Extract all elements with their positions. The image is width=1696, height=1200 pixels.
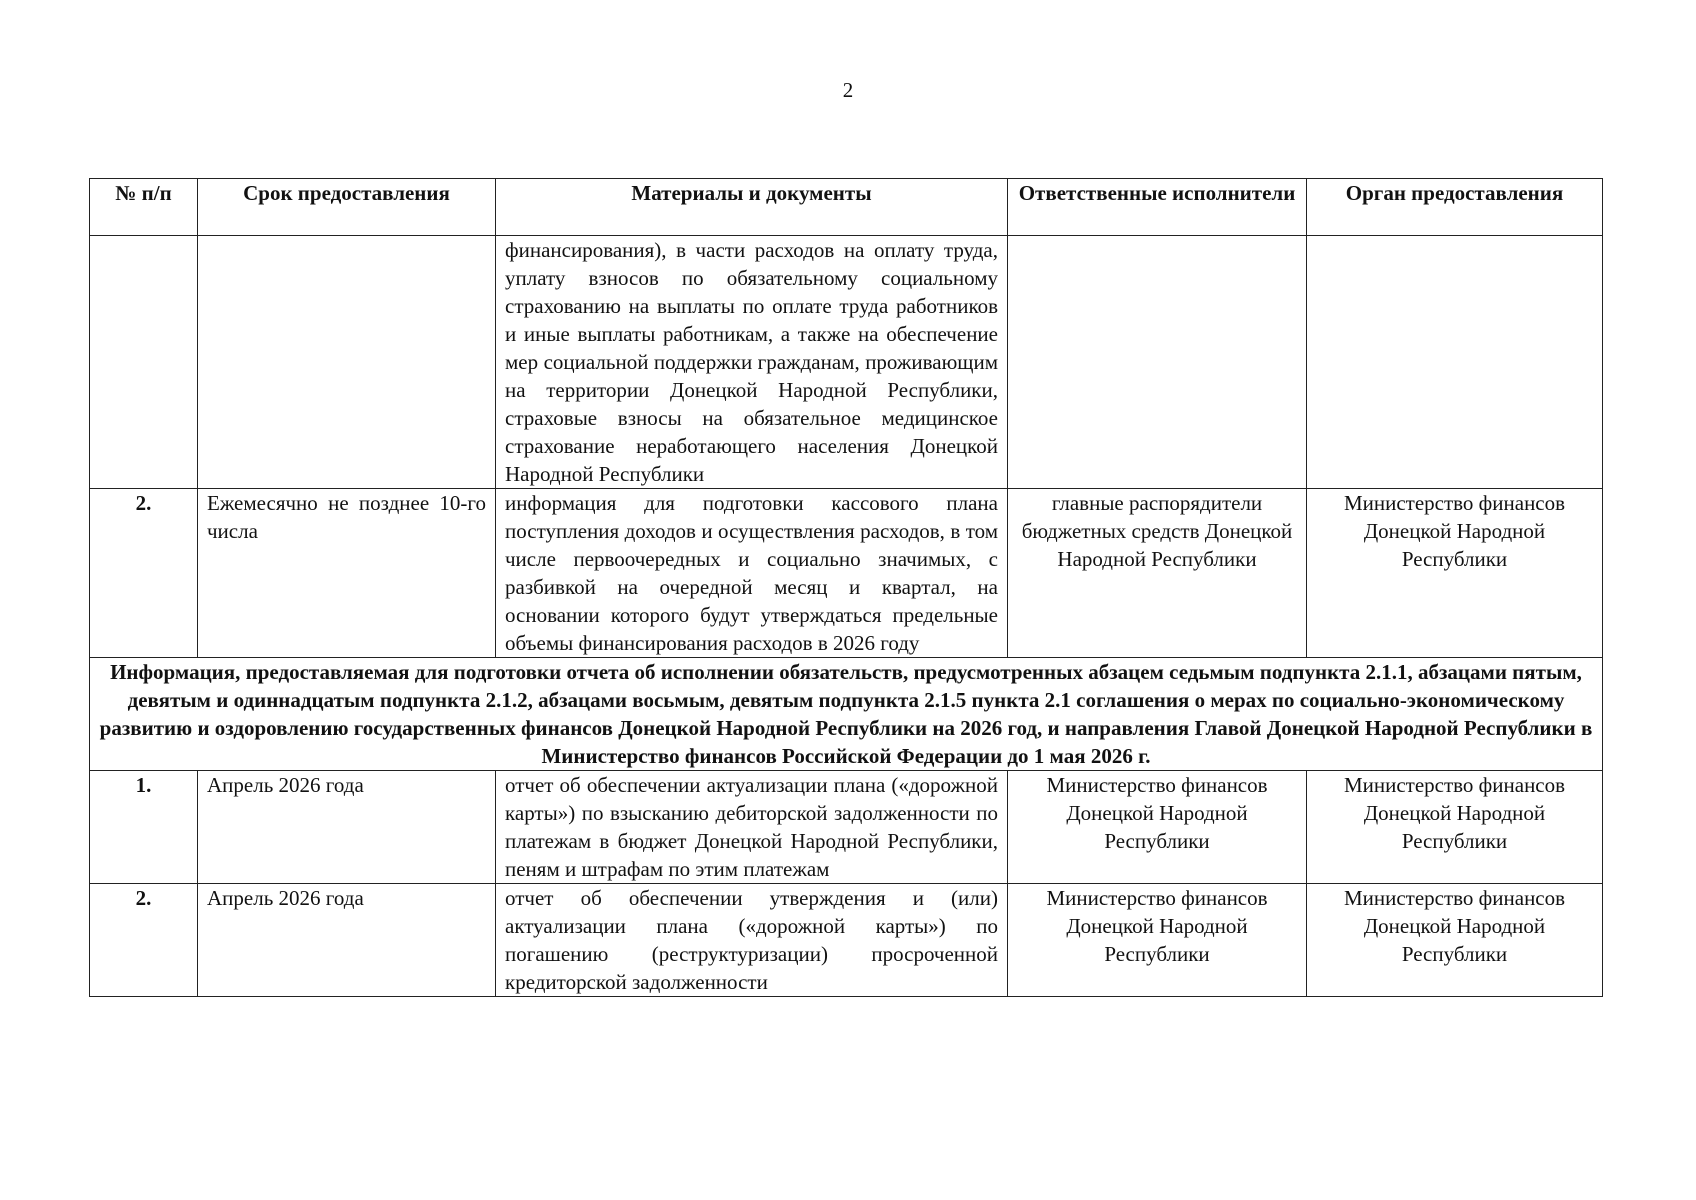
row-num [90, 236, 198, 489]
page-number: 2 [842, 78, 854, 102]
section-heading-row [90, 658, 1603, 771]
table-row [90, 489, 1603, 658]
header-num: № п/п [90, 179, 198, 236]
row-num: 2. [90, 489, 198, 658]
header-responsible: Ответственные исполнители [1008, 179, 1307, 236]
row-organ: Министерство финансов Донецкой Народной Республики [1307, 489, 1603, 658]
row-term: Ежемесячно не позднее 10-го числа [198, 489, 496, 658]
documents-table [89, 178, 1603, 997]
row-responsible: главные распорядители бюджетных средств Донецкой Народной Республики [1008, 489, 1307, 658]
table-header-row [90, 179, 1603, 236]
row-organ: Министерство финансов Донецкой Народной Республики [1307, 884, 1603, 997]
section-title: Информация, предоставляемая для подготовки отчета об исполнении обязательств, предусмотренных абзацем седьмым подпункта 2.1.1, абзацами пятым, девятым и одиннадцатым подпункта 2.1.2, абзацами восьмым, девятым подпункта 2.1.5 пункта 2.1 соглашения о мерах по социально-экономическому развитию и оздоровлению государственных финансов Донецкой Народной Республики на 2026 год, и направления Главой Донецкой Народной Республики в Министерство финансов Российской Федерации до 1 мая 2026 г. [90, 658, 1603, 771]
row-organ [1307, 236, 1603, 489]
row-responsible: Министерство финансов Донецкой Народной Республики [1008, 771, 1307, 884]
row-term [198, 236, 496, 489]
row-term: Апрель 2026 года [198, 884, 496, 997]
table-row [90, 884, 1603, 997]
table-row [90, 236, 1603, 489]
row-materials: информация для подготовки кассового плана поступления доходов и осуществления расходов, в том числе первоочередных и социально значимых, с разбивкой на очередной месяц и квартал, на основании которого будут утверждаться предельные объемы финансирования расходов в 2026 году [496, 489, 1008, 658]
row-materials: отчет об обеспечении утверждения и (или) актуализации плана («дорожной карты») по погашению (реструктуризации) просроченной кредиторской задолженности [496, 884, 1008, 997]
row-num: 2. [90, 884, 198, 997]
header-term: Срок предоставления [198, 179, 496, 236]
row-materials: отчет об обеспечении актуализации плана («дорожной карты») по взысканию дебиторской задолженности по платежам в бюджет Донецкой Народной Республики, пеням и штрафам по этим платежам [496, 771, 1008, 884]
row-responsible [1008, 236, 1307, 489]
row-organ: Министерство финансов Донецкой Народной Республики [1307, 771, 1603, 884]
row-responsible: Министерство финансов Донецкой Народной Республики [1008, 884, 1307, 997]
header-materials: Материалы и документы [496, 179, 1008, 236]
row-term: Апрель 2026 года [198, 771, 496, 884]
header-organ: Орган предоставления [1307, 179, 1603, 236]
row-materials: финансирования), в части расходов на оплату труда, уплату взносов по обязательному социальному страхованию на выплаты по оплате труда работников и иные выплаты работникам, а также на обеспечение мер социальной поддержки гражданам, проживающим на территории Донецкой Народной Республики, страховые взносы на обязательное медицинское страхование неработающего населения Донецкой Народной Республики [496, 236, 1008, 489]
table-row [90, 771, 1603, 884]
row-num: 1. [90, 771, 198, 884]
